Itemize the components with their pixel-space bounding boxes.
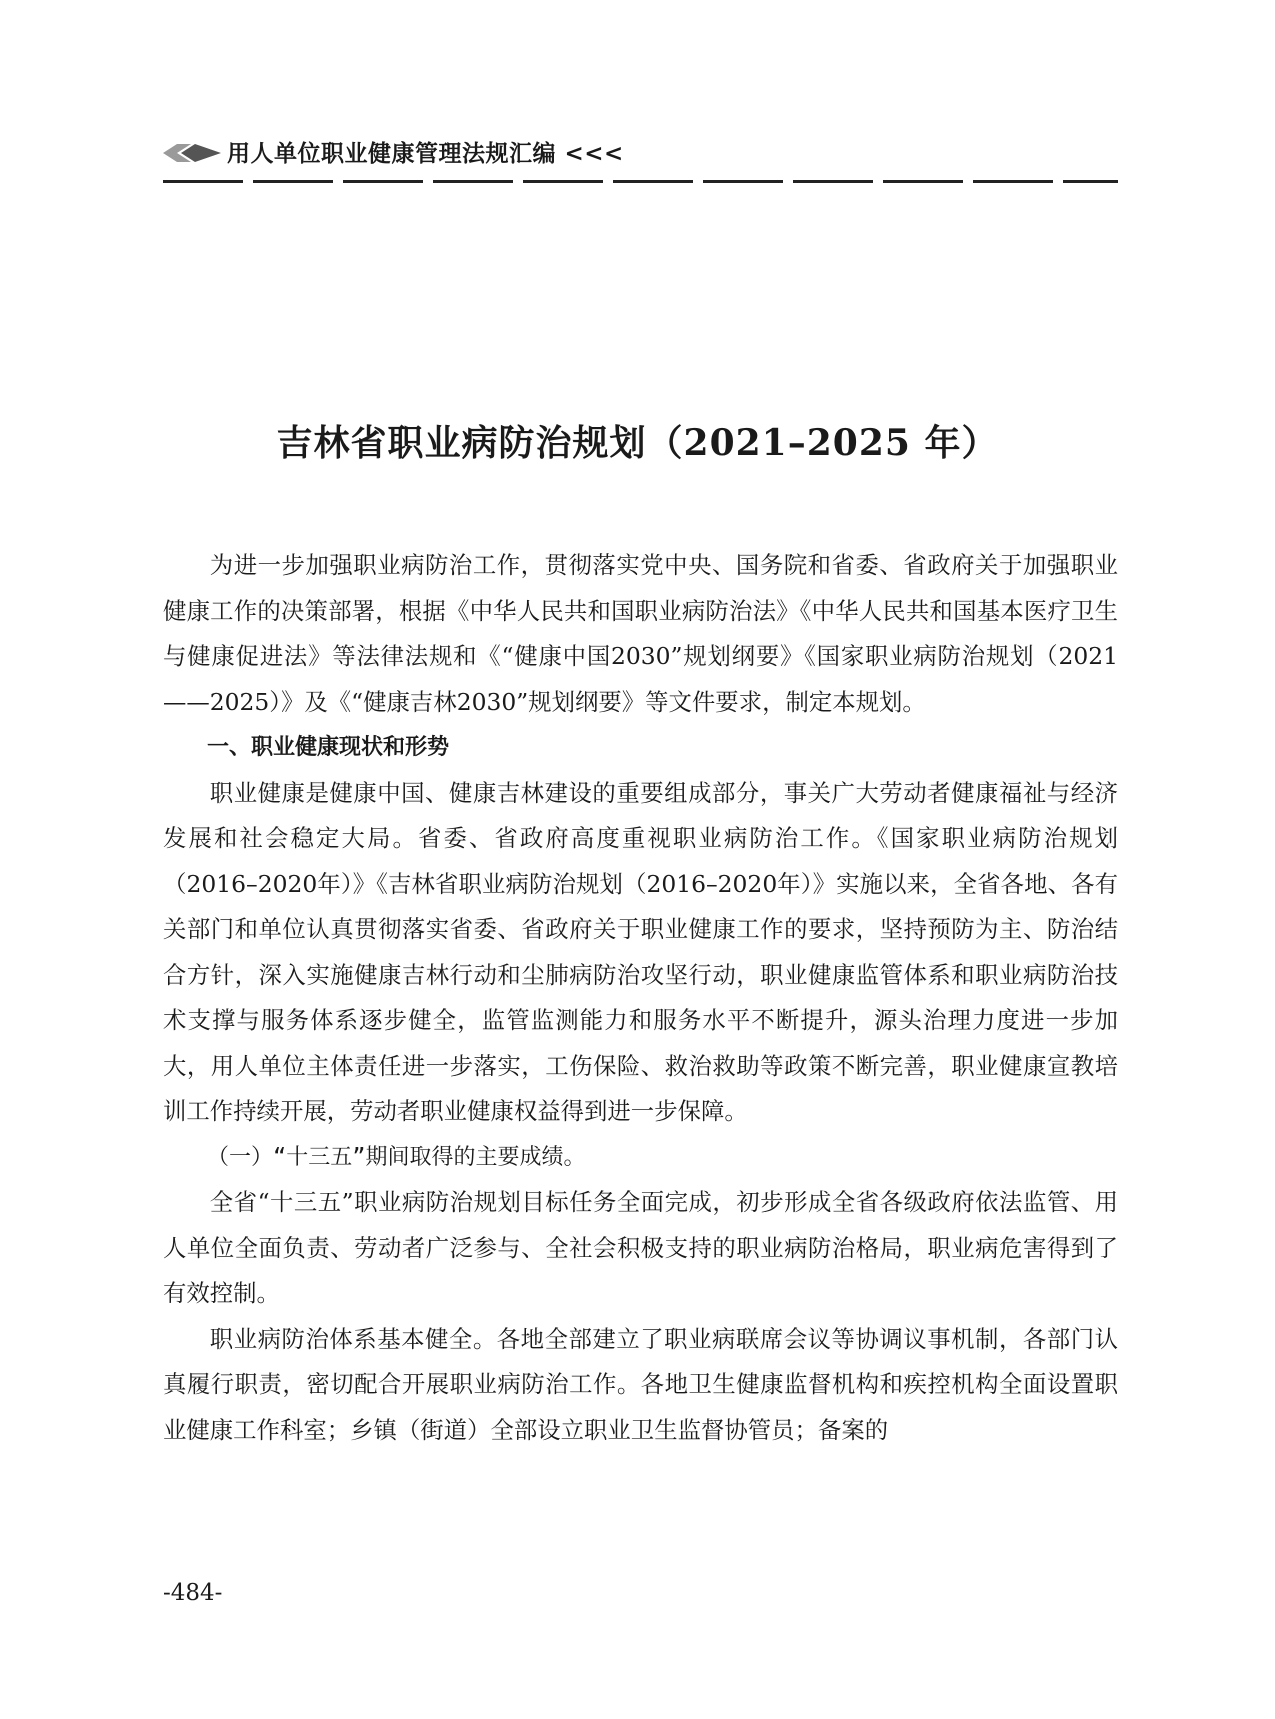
document-body (163, 543, 1118, 1453)
header-dashed-rule (163, 180, 1118, 183)
double-arrow-icon (163, 142, 221, 164)
body-paragraph: 职业病防治体系基本健全。各地全部建立了职业病联席会议等协调议事机制，各部门认真履行职责，密切配合开展职业病防治工作。各地卫生健康监督机构和疾控机构全面设置职业健康工作科室；乡镇（街道）全部设立职业卫生监督协管员；备案的 (163, 1324, 1118, 1444)
body-paragraph: 全省“十三五”职业病防治规划目标任务全面完成，初步形成全省各级政府依法监管、用人单位全面负责、劳动者广泛参与、全社会积极支持的职业病防治格局，职业病危害得到了有效控制。 (163, 1188, 1118, 1307)
running-header (163, 138, 1118, 186)
page-number: -484- (163, 1580, 223, 1606)
subsection-heading: （一）“十三五”期间取得的主要成绩。 (207, 1144, 586, 1170)
running-header-title: 用人单位职业健康管理法规汇编 <<< (227, 140, 624, 167)
section-heading: 一、职业健康现状和形势 (207, 735, 450, 760)
document-title: 吉林省职业病防治规划（2021–2025 年） (276, 422, 999, 464)
body-paragraph: 职业健康是健康中国、健康吉林建设的重要组成部分，事关广大劳动者健康福祉与经济发展和社会稳定大局。省委、省政府高度重视职业病防治工作。《国家职业病防治规划（2016–2020年）》《吉林省职业病防治规划（2016–2020年）》实施以来，全省各地、各有关部门和单位认真贯彻落实省委、省政府关于职业健康工作的要求，坚持预防为主、防治结合方针，深入实施健康吉林行动和尘肺病防治攻坚行动，职业健康监管体系和职业病防治技术支撑与服务体系逐步健全，监管监测能力和服务水平不断提升，源头治理力度进一步加大，用人单位主体责任进一步落实，工伤保险、救治救助等政策不断完善，职业健康宣教培训工作持续开展，劳动者职业健康权益得到进一步保障。 (163, 778, 1118, 1125)
body-paragraph: 为进一步加强职业病防治工作，贯彻落实党中央、国务院和省委、省政府关于加强职业健康工作的决策部署，根据《中华人民共和国职业病防治法》《中华人民共和国基本医疗卫生与健康促进法》等法律法规和《“健康中国2030”规划纲要》《国家职业病防治规划（2021——2025）》及《“健康吉林2030”规划纲要》等文件要求，制定本规划。 (163, 551, 1118, 716)
